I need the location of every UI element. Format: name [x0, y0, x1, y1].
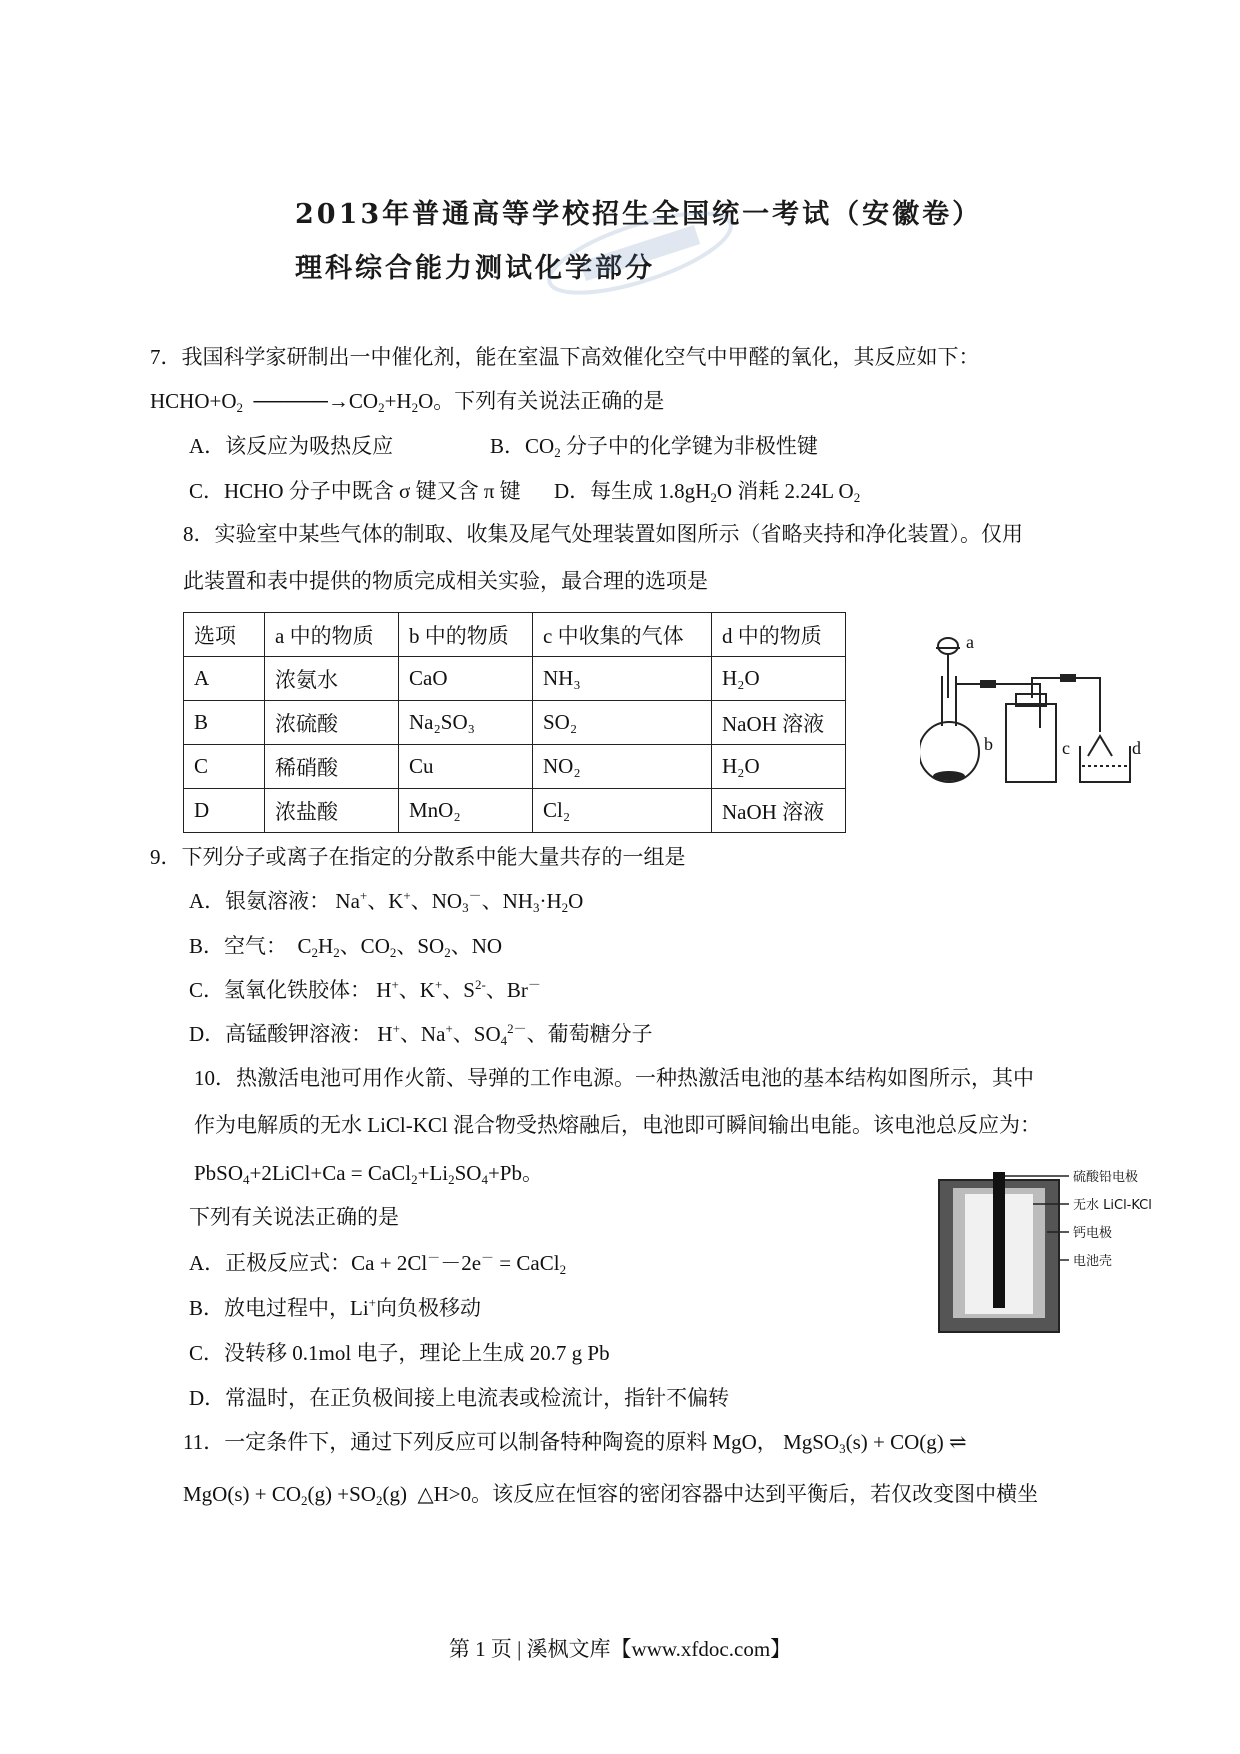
q9-option-a: A．银氨溶液： Na+、K+、$NO_3^-$、$NH_3\cdot H_2O$: [189, 888, 584, 915]
fig-label-electrolyte: 无水 LiCl-KCl: [1073, 1198, 1152, 1213]
q10-option-d: D．常温时，在正负极间接上电流表或检流计，指针不偏转: [189, 1386, 730, 1410]
table-cell: Na₂SO₃: [399, 701, 533, 745]
q10-stem-1: 10．热激活电池可用作火箭、导弹的工作电源。一种热激活电池的基本结构如图所示，其中: [194, 1066, 1034, 1090]
table-row: [184, 657, 846, 701]
fig-label-battery-case: 电池壳: [1073, 1254, 1113, 1269]
table-cell: SO₂: [533, 701, 712, 745]
q10-equation: PbSO$_4$+2LiCl+Ca = $CaCl_2+Li_2SO_4+Pb$。: [194, 1161, 543, 1187]
q10-stem-2: 作为电解质的无水 LiCl-KCl 混合物受热熔融后，电池即可瞬间输出电能。该电池总反应为：: [194, 1113, 1042, 1137]
table-cell: NH₃: [533, 657, 712, 701]
q9-option-b: B．空气： $C_2H_2$、$CO_2$、$SO_2$、NO: [189, 934, 503, 960]
q7-equation: $HCHO+O_2$ $─────\to CO_2+H_2O$。下列有关说法正确的是: [150, 389, 665, 415]
q7-option-b: B．$CO_2$ 分子中的化学键为非极性键: [490, 434, 818, 460]
q10-ask: 下列有关说法正确的是: [189, 1205, 399, 1229]
q8-stem-2: 此装置和表中提供的物质完成相关实验，最合理的选项是: [183, 569, 708, 593]
table-cell: CaO: [399, 657, 533, 701]
fig-label-a: a: [966, 632, 974, 652]
table-cell: C: [184, 745, 265, 789]
table-header-cell: c 中收集的气体: [533, 613, 712, 657]
q11-stem-1: 11．一定条件下，通过下列反应可以制备特种陶瓷的原料 MgO， MgSO$_3$(s) + CO(g) ⇌: [183, 1430, 967, 1456]
q10-option-b: B．放电过程中，Li+向负极移动: [189, 1295, 482, 1320]
q8-stem-1: 8．实验室中某些气体的制取、收集及尾气处理装置如图所示（省略夹持和净化装置）。仅用: [183, 522, 1023, 546]
fig-label-calcium-electrode: 钙电极: [1073, 1226, 1113, 1241]
table-cell: 稀硝酸: [265, 745, 399, 789]
q9-stem: 9．下列分子或离子在指定的分散系中能大量共存的一组是: [150, 845, 686, 869]
table-header-cell: 选项: [184, 613, 265, 657]
table-cell: D: [184, 789, 265, 833]
q7-option-d: D．每生成 $1.8gH_2O$ 消耗 2.24L $O_2$: [554, 479, 861, 505]
q10-option-c: C．没转移 0.1mol 电子，理论上生成 20.7 g Pb: [189, 1341, 610, 1365]
table-cell: NaOH 溶液: [712, 789, 846, 833]
table-cell: NO₂: [533, 745, 712, 789]
q9-option-c-prefix: C．氢氧化铁胶体：: [189, 978, 372, 1002]
equilibrium-arrow-icon: ⇌: [949, 1430, 967, 1454]
table-header-cell: a 中的物质: [265, 613, 399, 657]
q7-option-c: C．HCHO 分子中既含 σ 键又含 π 键: [189, 479, 521, 503]
title-line-1: 2013年普通高等学校招生全国统一考试（安徽卷）: [295, 199, 983, 230]
table-row: [184, 701, 846, 745]
table-cell: 浓氨水: [265, 657, 399, 701]
table-header-row: [184, 613, 846, 657]
gas-apparatus-diagram: [920, 628, 1145, 788]
table-header-cell: b 中的物质: [399, 613, 533, 657]
table-cell: Cl₂: [533, 789, 712, 833]
q7-stem: 7．我国科学家研制出一中催化剂，能在室温下高效催化空气中甲醛的氧化，其反应如下：: [150, 345, 980, 369]
q11-stem-2: $MgO(s) + CO_2(g) +SO_2(g)$ △H>0。该反应在恒容的密闭容器中达到平衡后，若仅改变图中横坐: [183, 1482, 1039, 1508]
q7-option-a: A．该反应为吸热反应: [189, 434, 394, 458]
table-row: [184, 745, 846, 789]
table-cell: H₂O: [712, 745, 846, 789]
q10-option-a: A．正极反应式：Ca + 2Cl－－2e－ = CaCl$_2$: [189, 1250, 567, 1277]
table-cell: 浓盐酸: [265, 789, 399, 833]
table-cell: A: [184, 657, 265, 701]
q11-stem-suffix: 。该反应在恒容的密闭容器中达到平衡后，若仅改变图中横坐: [471, 1482, 1039, 1506]
q11-stem-prefix: 11．一定条件下，通过下列反应可以制备特种陶瓷的原料 MgO，: [183, 1430, 778, 1454]
table-cell: Cu: [399, 745, 533, 789]
fig-label-d: d: [1132, 738, 1141, 758]
table-cell: H₂O: [712, 657, 846, 701]
battery-structure-diagram: [935, 1158, 1180, 1338]
q9-option-d: D．高锰酸钾溶液： H+、Na+、$SO_4^{2-}$、葡萄糖分子: [189, 1021, 653, 1048]
fig-label-b: b: [984, 734, 993, 754]
q9-option-c: C．氢氧化铁胶体： H+、K+、$S^{2-}$、Br－: [189, 977, 541, 1002]
title-line-2: 理科综合能力测试化学部分: [295, 253, 655, 284]
table-row: [184, 789, 846, 833]
table-cell: NaOH 溶液: [712, 701, 846, 745]
page-footer: 第 1 页 | 溪枫文库【www.xfdoc.com】: [448, 1637, 792, 1661]
q8-options-table: [183, 612, 846, 833]
fig-label-c: c: [1062, 738, 1070, 758]
table-cell: 浓硫酸: [265, 701, 399, 745]
table-cell: MnO₂: [399, 789, 533, 833]
fig-label-lead-sulfate-electrode: 硫酸铅电极: [1073, 1170, 1139, 1185]
table-cell: B: [184, 701, 265, 745]
table-header-cell: d 中的物质: [712, 613, 846, 657]
